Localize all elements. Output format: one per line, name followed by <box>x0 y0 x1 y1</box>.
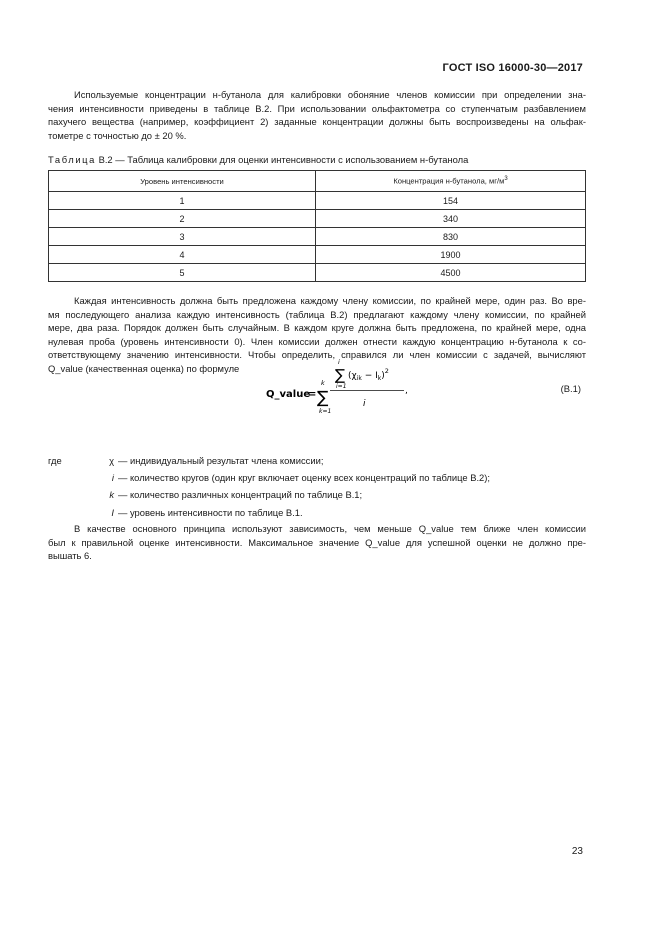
cell-level: 2 <box>49 210 316 228</box>
cell-level: 4 <box>49 246 316 264</box>
table-caption <box>48 154 468 166</box>
cell-concentration: 830 <box>316 228 586 246</box>
equation-number: (В.1) <box>560 383 581 394</box>
intro-line: тометре с точностью до ± 20 %. <box>48 129 187 141</box>
numerator-close: ) <box>381 371 385 381</box>
table-row <box>49 246 586 264</box>
body-line: мя последующего анализа каждую интенсивность (таблица В.2) предлагают каждому члену комиссии, по крайней <box>48 308 586 320</box>
table-caption-prefix: Таблица <box>48 154 96 165</box>
table-header-row <box>49 171 586 192</box>
conclusion-paragraph <box>48 522 586 563</box>
intro-paragraph <box>48 88 586 142</box>
col-header-intensity: Уровень интенсивности <box>49 171 316 192</box>
definition-text: — количество различных концентраций по таблице В.1; <box>118 489 363 501</box>
table-row <box>49 264 586 282</box>
calibration-table <box>48 170 586 282</box>
numerator-open: (χ <box>348 371 357 381</box>
outer-sum-symbol: ∑ <box>317 388 329 408</box>
table-row <box>49 192 586 210</box>
cell-concentration: 340 <box>316 210 586 228</box>
col-header-concentration-sup: 3 <box>504 176 508 183</box>
body-line: Q_value (качественная оценка) по формуле <box>48 362 240 374</box>
numerator-sub-ik: ik <box>356 375 362 382</box>
q-value-formula <box>264 357 424 431</box>
definition-symbol: χ <box>109 455 114 466</box>
definition-symbol: i <box>111 472 114 484</box>
definition-item <box>48 452 588 469</box>
definition-text: — индивидуальный результат члена комиссии; <box>118 455 324 466</box>
cell-concentration: 4500 <box>316 264 586 282</box>
cell-level: 3 <box>49 228 316 246</box>
conclusion-line: В качестве основного принципа используют зависимость, чем меньше Q_value тем ближе член комиссии <box>74 523 586 534</box>
definition-item <box>48 504 588 521</box>
definition-symbol: k <box>109 489 114 501</box>
body-line: нулевая проба (уровень интенсивности 0). Член комиссии должен отнести каждую концентрацию н-бутанола к со- <box>48 335 586 347</box>
formula-lhs: Q_value <box>266 389 311 400</box>
numerator-sub-k: k <box>377 375 382 382</box>
col-header-concentration-text: Концентрация н-бутанола, мг/м <box>393 176 505 186</box>
cell-level: 5 <box>49 264 316 282</box>
page-number: 23 <box>571 846 583 857</box>
document-header: ГОСТ ISO 16000-30—2017 <box>442 62 583 74</box>
body-line: Каждая интенсивность должна быть предложена каждому члену комиссии, по крайней мере, один раз. Во вре- <box>74 295 586 306</box>
intro-line: пахучего вещества (например, коэффициент 2) заданные концентрации должны быть воспроизведены на ольфак- <box>48 116 586 128</box>
conclusion-line: был к правильной оценке интенсивности. Максимальное значение Q_value для успешной оценки не должно пре- <box>48 536 586 548</box>
outer-sum-top: k <box>321 379 325 387</box>
table-caption-text: В.2 — Таблица калибровки для оценки интенсивности с использованием н-бутанола <box>95 154 469 165</box>
col-header-concentration <box>316 171 586 192</box>
inner-sum-top: i <box>338 358 340 366</box>
definitions-list <box>48 452 588 521</box>
definition-item <box>48 469 588 486</box>
formula-equals: = <box>308 389 317 400</box>
body-line: ответствующему значению интенсивности. Чтобы определить, справился ли член комиссии с задачей, вычисляют <box>48 349 586 361</box>
intro-line: чения интенсивности приведены в таблице В.2. При использовании ольфактометра со ступенчатым разбавлением <box>48 102 586 114</box>
definition-text: — уровень интенсивности по таблице В.1. <box>118 506 303 518</box>
outer-sum-bottom: k=1 <box>319 408 332 415</box>
intro-line: Используемые концентрации н-бутанола для калибровки обоняние членов комиссии при определении зна- <box>74 89 586 100</box>
table-row <box>49 210 586 228</box>
denominator: i <box>363 399 366 409</box>
inner-sum-symbol: ∑ <box>335 366 346 384</box>
definition-item <box>48 486 588 503</box>
where-label: где <box>48 455 62 466</box>
body-line: мере, два раза. Порядок должен быть случайным. В каждом круге должна быть предложена, по крайней мере, одна <box>48 322 586 334</box>
cell-level: 1 <box>49 192 316 210</box>
conclusion-line: вышать 6. <box>48 550 92 562</box>
numerator-exp: 2 <box>384 367 389 375</box>
formula-trailing: , <box>405 386 408 396</box>
cell-concentration: 154 <box>316 192 586 210</box>
cell-concentration: 1900 <box>316 246 586 264</box>
numerator-minus: − I <box>361 371 378 381</box>
definition-text: — количество кругов (один круг включает оценку всех концентраций по таблице В.2); <box>118 472 490 484</box>
definition-symbol: I <box>111 506 114 518</box>
numerator <box>348 367 389 382</box>
inner-sum-bottom: i=1 <box>336 383 347 390</box>
table-row <box>49 228 586 246</box>
